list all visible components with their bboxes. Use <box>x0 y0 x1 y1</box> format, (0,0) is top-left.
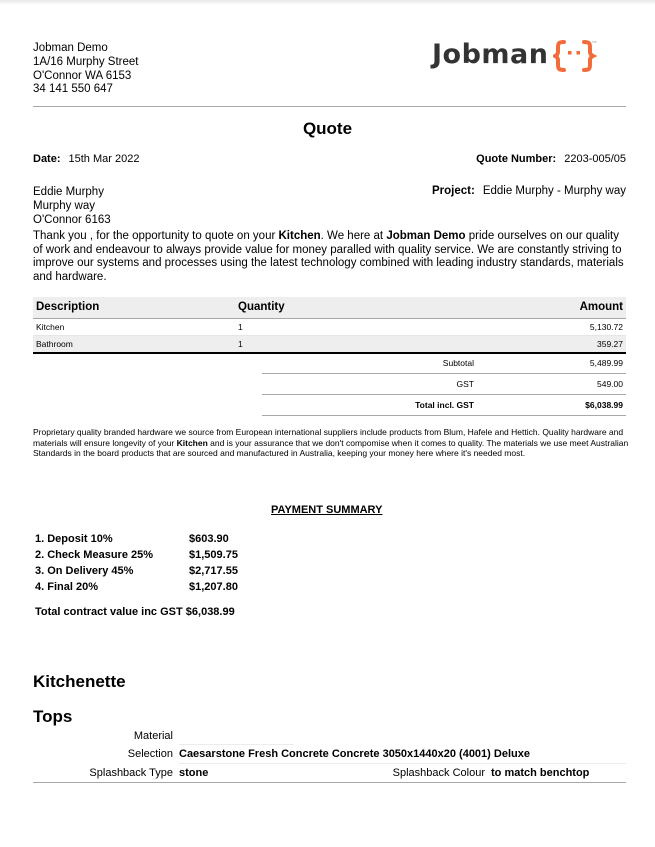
row-amount: 359.27 <box>437 336 626 354</box>
document-title: Quote <box>302 119 353 138</box>
project-label: Project: <box>432 185 475 197</box>
selection-label: Selection <box>127 748 173 760</box>
spec-row-splashback <box>33 764 626 783</box>
total-row <box>262 395 626 416</box>
payment-label: 3. On Delivery 45% <box>35 565 134 577</box>
client-street: Murphy way <box>33 200 95 212</box>
curly-braces-logo-icon <box>553 39 597 78</box>
row-amount: 5,130.72 <box>437 319 626 336</box>
material-label: Material <box>133 730 173 742</box>
company-details <box>33 42 138 97</box>
intro-company-name: Jobman Demo <box>386 230 466 242</box>
notes-job-name: Kitchen <box>176 437 208 448</box>
row-description: Kitchen <box>33 319 235 336</box>
payment-item <box>35 563 238 579</box>
table-row <box>33 336 626 354</box>
gst-row <box>262 374 626 395</box>
intro-text: pride ourselves on our quality of work and endeavour to always provide value for money paralled with quality service. We are constantly striving to improve our systems and processes using the latest technology combined with leading industry standards, materials and hardware. <box>33 230 624 283</box>
section-heading: Kitchenette <box>33 672 126 691</box>
row-quantity: 1 <box>235 319 437 336</box>
header-amount: Amount <box>437 297 626 319</box>
quote-date <box>33 153 139 165</box>
quote-number-label: Quote Number: <box>476 153 557 165</box>
payment-amount: $2,717.55 <box>189 565 238 577</box>
quote-number <box>476 153 626 165</box>
date-value: 15th Mar 2022 <box>68 153 140 165</box>
intro-paragraph <box>33 230 628 284</box>
company-phone: 34 141 550 647 <box>33 83 113 96</box>
subtotal-label: Subtotal <box>442 358 474 368</box>
company-name: Jobman Demo <box>33 42 108 54</box>
splashback-colour-value: to match benchtop <box>491 767 590 779</box>
contract-total-label: Total contract value inc GST <box>35 606 183 618</box>
payment-amount: $603.90 <box>189 533 229 545</box>
date-label: Date: <box>33 153 61 165</box>
svg-text:TM: TM <box>591 40 596 44</box>
client-details <box>33 185 111 227</box>
project-info <box>432 185 626 197</box>
notes-text: and is your assurance that we don't compomise when it comes to quality. The materials we use meet Australian Standards in the board products that are sourced and manufactured in Australia, keeping your money here where it's needed most. <box>33 437 629 458</box>
header-description: Description <box>33 297 235 319</box>
spec-table <box>33 727 626 783</box>
items-table <box>33 297 626 354</box>
gst-label: GST <box>456 379 474 389</box>
table-row <box>33 319 626 336</box>
selection-value: Caesarstone Fresh Concrete Concrete 3050x1440x20 (4001) Deluxe <box>179 748 530 760</box>
spec-row-selection <box>127 745 626 764</box>
payment-label: 4. Final 20% <box>35 581 98 593</box>
payment-item <box>35 547 238 563</box>
contract-total-value: $6,038.99 <box>185 606 235 618</box>
logo-wordmark: Jobman <box>432 39 549 70</box>
header-quantity: Quantity <box>235 297 437 319</box>
notes-text: Proprietary quality branded hardware we source from European international suppliers include products from Blum, Hafele and Hettich. Quality hardware and materials will ensure longevity of your <box>33 427 624 448</box>
client-suburb: O'Connor 6163 <box>33 214 111 226</box>
payment-item <box>35 579 238 595</box>
intro-text: . We here at <box>320 230 387 242</box>
project-value: Eddie Murphy - Murphy way <box>482 185 626 197</box>
row-description: Bathroom <box>33 336 235 354</box>
payment-amount: $1,207.80 <box>189 581 238 593</box>
company-address-line2: O'Connor WA 6153 <box>33 69 132 82</box>
contract-total <box>35 606 235 618</box>
subtotal-value: 5,489.99 <box>589 358 623 368</box>
header-divider <box>33 106 626 107</box>
row-quantity: 1 <box>235 336 437 354</box>
intro-text: Thank you , for the opportunity to quote on your <box>33 230 279 242</box>
spec-row-material <box>33 727 626 745</box>
payment-amount: $1,509.75 <box>189 549 238 561</box>
section-subheading: Tops <box>33 707 73 726</box>
material-value <box>179 727 294 745</box>
payment-label: 1. Deposit 10% <box>35 533 113 545</box>
totals-block <box>262 353 626 416</box>
total-label: Total incl. GST <box>415 400 474 410</box>
splashback-type-label: Splashback Type <box>89 767 173 779</box>
payment-label: 2. Check Measure 25% <box>35 549 154 561</box>
quote-number-value: 2203-005/05 <box>564 153 626 165</box>
total-value: $6,038.99 <box>585 400 623 410</box>
payment-summary-title: PAYMENT SUMMARY <box>271 504 383 516</box>
items-table-header <box>33 297 626 319</box>
company-address-line1: 1A/16 Murphy Street <box>33 55 139 68</box>
subtotal-row <box>262 353 626 374</box>
jobman-logo <box>432 36 597 76</box>
splashback-type-value: stone <box>179 767 209 779</box>
client-name: Eddie Murphy <box>33 186 104 198</box>
page-top-shadow <box>0 0 655 5</box>
intro-job-name: Kitchen <box>278 230 321 242</box>
splashback-colour-label: Splashback Colour <box>392 767 485 779</box>
hardware-notes <box>33 427 633 459</box>
payment-item <box>35 531 238 547</box>
gst-value: 549.00 <box>597 379 623 389</box>
payment-schedule <box>35 531 238 595</box>
